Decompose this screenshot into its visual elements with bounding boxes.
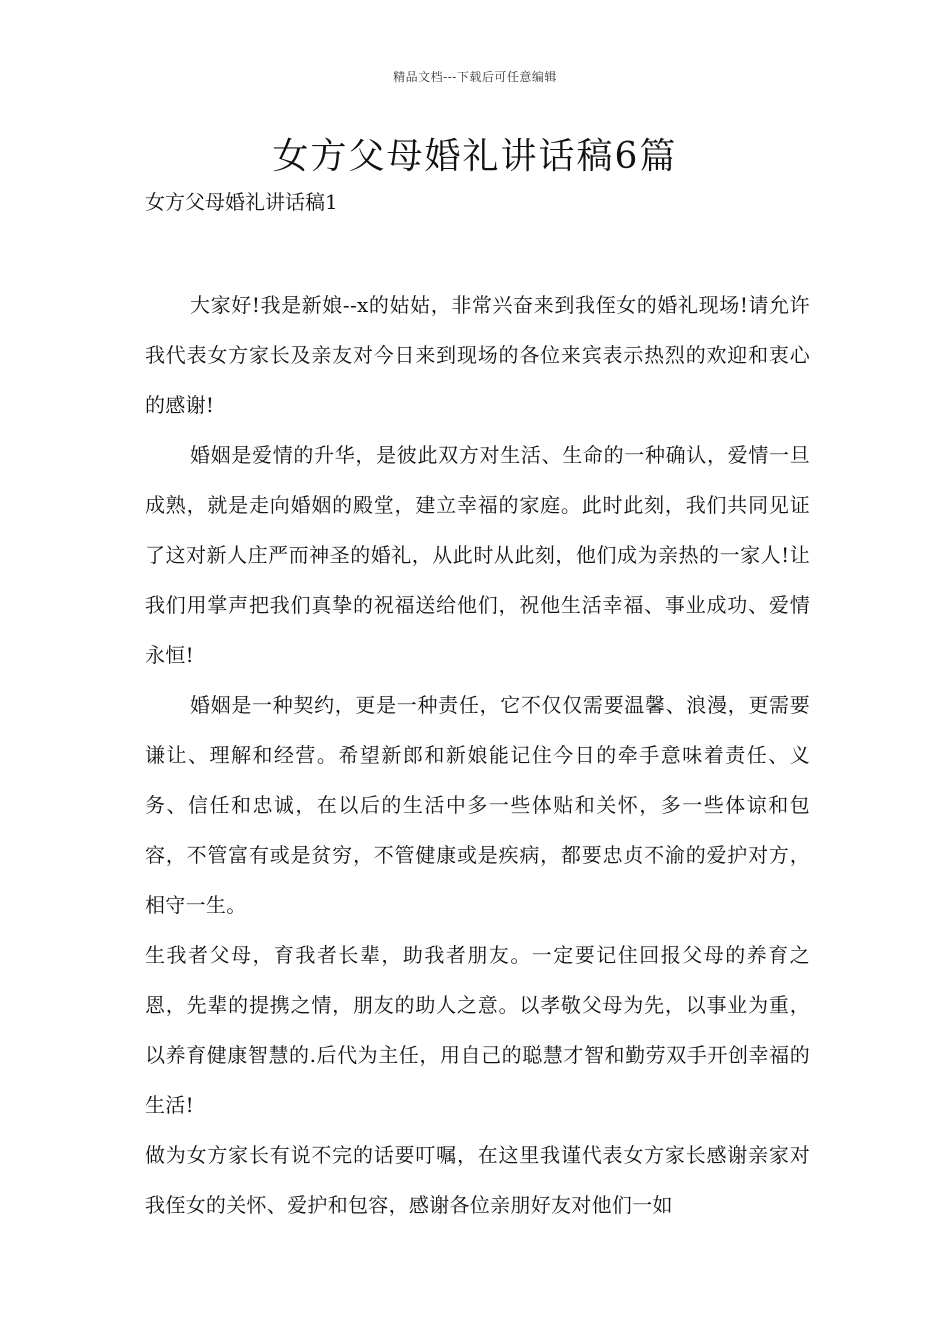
paragraph: 婚姻是爱情的升华，是彼此双方对生活、生命的一种确认，爱情一旦成熟，就是走向婚姻的殿堂，建立幸福的家庭。此时此刻，我们共同见证了这对新人庄严而神圣的婚礼，从此时从此刻，他们成为亲热的一家人!让我们用掌声把我们真挚的祝福送给他们，祝他生活幸福、事业成功、爱情永恒!	[145, 443, 810, 667]
header-note: 精品文档---下载后可任意编辑	[393, 70, 557, 84]
paragraph: 做为女方家长有说不完的话要叮嘱，在这里我谨代表女方家长感谢亲家对我侄女的关怀、爱护和包容，感谢各位亲朋好友对他们一如	[145, 1143, 810, 1217]
paragraph: 生我者父母，育我者长辈，助我者朋友。一定要记住回报父母的养育之恩，先辈的提携之情，朋友的助人之意。以孝敬父母为先，以事业为重，以养育健康智慧的.后代为主任，用自己的聪慧才智和勤劳双手开创幸福的生活!	[145, 943, 810, 1117]
section-title: 女方父母婚礼讲话稿1	[145, 190, 338, 214]
document-title: 女方父母婚礼讲话稿6篇	[272, 136, 678, 177]
document-body	[145, 280, 810, 1230]
paragraph: 婚姻是一种契约，更是一种责任，它不仅仅需要温馨、浪漫，更需要谦让、理解和经营。希望新郎和新娘能记住今日的牵手意味着责任、义务、信任和忠诚，在以后的生活中多一些体贴和关怀，多一些体谅和包容，不管富有或是贫穷，不管健康或是疾病，都要忠贞不渝的爱护对方，相守一生。	[145, 693, 810, 917]
paragraph: 大家好!我是新娘--x的姑姑，非常兴奋来到我侄女的婚礼现场!请允许我代表女方家长及亲友对今日来到现场的各位来宾表示热烈的欢迎和衷心的感谢!	[145, 293, 810, 417]
